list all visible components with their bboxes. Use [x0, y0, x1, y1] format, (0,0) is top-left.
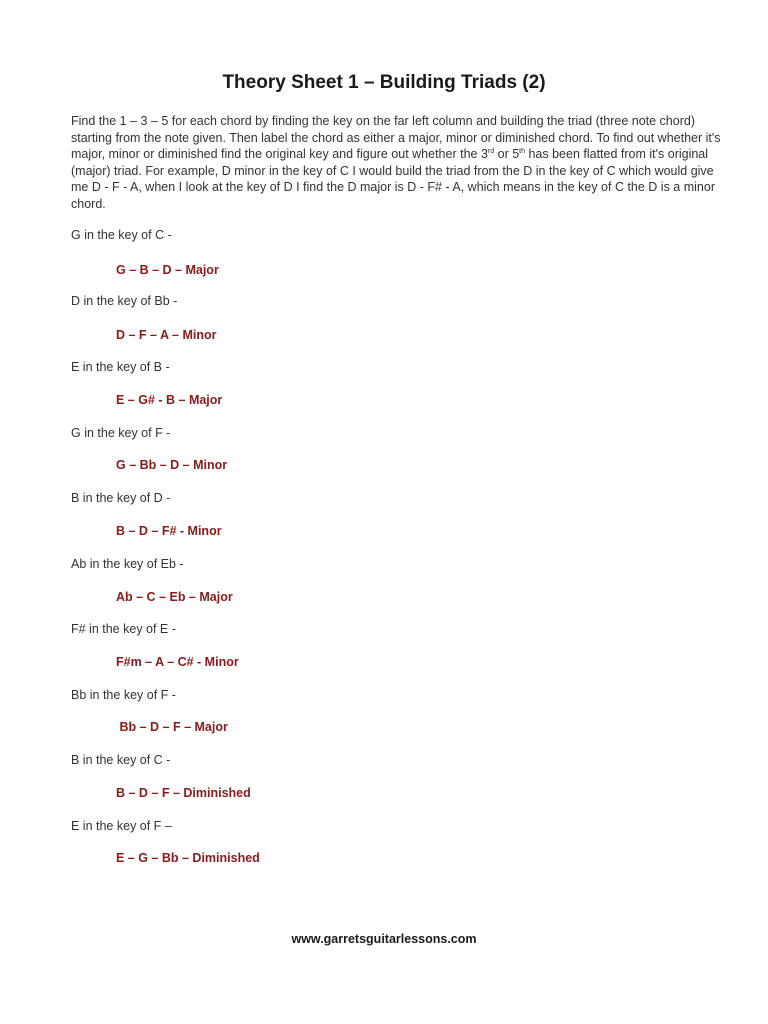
- exercise-answer-3: E – G# - B – Major: [116, 393, 223, 407]
- page-title: Theory Sheet 1 – Building Triads (2): [222, 72, 546, 93]
- exercise-question-9: B in the key of C -: [71, 753, 171, 767]
- exercise-answer-5: B – D – F# - Minor: [116, 524, 222, 538]
- instructions-text-1: Find the 1 – 3 – 5 for each chord by finding the key on the far left column and building the triad (three note chord) starting from the note given. Then label the chord as either a major, minor or diminished chord. To find out whether it's major, minor or diminished find the original key and figure out whether the 3: [71, 114, 721, 162]
- exercise-question-7: F# in the key of E -: [71, 622, 176, 636]
- exercise-answer-10: E – G – Bb – Diminished: [116, 851, 260, 865]
- exercise-question-1: G in the key of C -: [71, 228, 172, 242]
- superscript-rd: rd: [487, 148, 495, 156]
- exercise-answer-9: B – D – F – Diminished: [116, 786, 251, 800]
- exercise-question-10: E in the key of F –: [71, 819, 172, 833]
- instructions-text-2: or 5: [494, 147, 520, 162]
- exercise-answer-4: G – Bb – D – Minor: [116, 458, 228, 472]
- exercise-question-6: Ab in the key of Eb -: [71, 557, 184, 571]
- superscript-th: th: [519, 148, 525, 156]
- exercise-answer-1: G – B – D – Major: [116, 263, 219, 277]
- exercise-answer-2: D – F – A – Minor: [116, 328, 217, 342]
- exercise-question-5: B in the key of D -: [71, 491, 171, 505]
- exercise-answer-6: Ab – C – Eb – Major: [116, 590, 233, 604]
- exercise-question-2: D in the key of Bb -: [71, 294, 178, 308]
- exercise-question-4: G in the key of F -: [71, 426, 171, 440]
- exercise-question-3: E in the key of B -: [71, 360, 170, 374]
- footer-website-link[interactable]: www.garretsguitarlessons.com: [291, 932, 477, 946]
- instructions-text-3: has been flatted from it's original (major) triad. For example, D minor in the key of C I would build the triad from the D in the key of C which would give me D - F - A, when I look at the key of D I find the D major is D - F# - A, which means in the key of C the D is a minor chord.: [71, 147, 715, 211]
- instructions-paragraph: [71, 113, 721, 213]
- exercise-answer-7: F#m – A – C# - Minor: [116, 655, 239, 669]
- exercise-question-8: Bb in the key of F -: [71, 688, 176, 702]
- exercise-answer-8: Bb – D – F – Major: [116, 720, 228, 734]
